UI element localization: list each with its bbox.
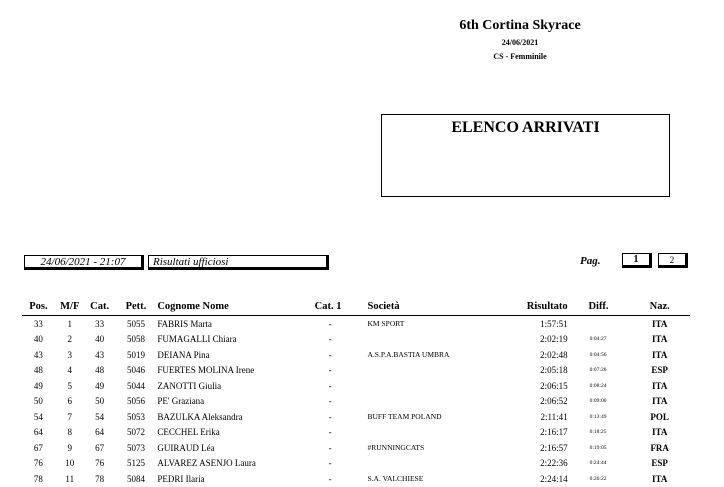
cell-diff: 0:09:00	[589, 398, 607, 405]
cell-cat: 76	[95, 458, 105, 469]
cell-mf: 9	[67, 442, 73, 453]
cell-naz: ESP	[651, 365, 668, 376]
cell-pos: 43	[33, 349, 43, 360]
report-title-box	[381, 114, 670, 197]
cell-pett: 5044	[126, 380, 145, 391]
cell-cat1: -	[328, 365, 332, 376]
cell-cat1: -	[328, 458, 332, 469]
cell-risultato: 2:06:52	[540, 396, 568, 407]
cell-mf: 4	[67, 365, 73, 376]
cell-cat: 33	[95, 318, 105, 329]
cell-name: FUMAGALLI Chiara	[157, 334, 237, 345]
cell-diff: 0:24:44	[589, 460, 607, 467]
cell-societa: S.A. VALCHIESE	[367, 474, 424, 484]
cell-societa: BUFF TEAM POLAND	[367, 412, 442, 422]
table-row	[22, 440, 690, 456]
cell-societa: KM SPORT	[367, 319, 405, 329]
table-header-row	[22, 297, 690, 316]
cell-pett: 5072	[126, 427, 145, 438]
cell-cat1: -	[328, 334, 332, 345]
col-header-mf: M/F	[55, 297, 85, 316]
cell-name: ALVAREZ ASENJO Laura	[157, 458, 256, 469]
cell-pos: 54	[33, 411, 43, 422]
col-header-name: Cognome Nome	[157, 297, 314, 316]
cell-risultato: 2:24:14	[540, 473, 568, 484]
cell-naz: ITA	[652, 427, 668, 438]
cell-societa	[346, 378, 504, 394]
cell-diff: 0:07:26	[589, 367, 607, 374]
table-row	[22, 332, 690, 348]
cell-pos: 33	[33, 318, 43, 329]
cell-diff: 0:04:27	[589, 336, 607, 343]
cell-mf: 10	[65, 458, 75, 469]
cell-risultato: 2:02:48	[540, 349, 568, 360]
cell-cat: 49	[95, 380, 105, 391]
cell-risultato: 2:16:17	[540, 427, 568, 438]
cell-societa	[346, 456, 504, 472]
cell-diff: 0:08:24	[589, 382, 607, 389]
report-title: ELENCO ARRIVATI	[451, 119, 600, 136]
col-header-societa: Società	[346, 297, 504, 316]
cell-mf: 1	[67, 318, 73, 329]
cell-pos: 67	[33, 442, 43, 453]
cell-pett: 5125	[126, 458, 145, 469]
table-row	[22, 316, 690, 332]
cell-risultato: 2:02:19	[540, 334, 568, 345]
cell-societa	[346, 394, 504, 410]
table-row	[22, 394, 690, 410]
cell-cat: 78	[95, 473, 105, 484]
cell-naz: ITA	[652, 396, 668, 407]
event-category: CS - Femminile	[493, 52, 547, 61]
cell-societa	[346, 363, 504, 379]
results-status: Risultati ufficiosi	[148, 255, 329, 270]
cell-cat: 43	[95, 349, 105, 360]
cell-risultato: 1:57:51	[540, 318, 568, 329]
cell-pett: 5053	[126, 411, 145, 422]
cell-pett: 5019	[126, 349, 145, 360]
cell-risultato: 2:05:18	[540, 365, 568, 376]
cell-pett: 5056	[126, 396, 145, 407]
cell-naz: ITA	[652, 318, 668, 329]
cell-name: GUIRAUD Léa	[157, 442, 215, 453]
col-header-pett: Pett.	[115, 297, 158, 316]
cell-pos: 76	[33, 458, 43, 469]
cell-cat: 50	[95, 396, 105, 407]
page-1-button[interactable]: 1	[622, 253, 652, 268]
cell-naz: ITA	[652, 473, 668, 484]
cell-cat: 67	[95, 442, 105, 453]
cell-mf: 3	[67, 349, 73, 360]
cell-diff: 0:04:56	[589, 351, 607, 358]
cell-pos: 40	[33, 334, 43, 345]
event-date: 24/06/2021	[501, 38, 539, 47]
cell-cat: 64	[95, 427, 105, 438]
cell-pett: 5073	[126, 442, 145, 453]
cell-mf: 11	[65, 473, 75, 484]
page-label: Pag.	[580, 255, 601, 267]
cell-pos: 48	[33, 365, 43, 376]
table-row	[22, 347, 690, 363]
cell-cat1: -	[328, 380, 332, 391]
cell-cat1: -	[328, 396, 332, 407]
col-header-pos: Pos.	[22, 297, 55, 316]
cell-pos: 50	[33, 396, 43, 407]
cell-pos: 49	[33, 380, 43, 391]
cell-risultato: 2:16:57	[540, 442, 568, 453]
page-2-button[interactable]: 2	[658, 253, 688, 268]
cell-risultato: 2:06:15	[540, 380, 568, 391]
col-header-cat: Cat.	[85, 297, 115, 316]
cell-societa: A.S.P.A.BASTIA UMBRA	[367, 350, 450, 360]
cell-mf: 8	[67, 427, 73, 438]
print-datetime: 24/06/2021 - 21:07	[24, 255, 144, 270]
table-row	[22, 363, 690, 379]
cell-diff: 0:19:05	[589, 444, 607, 451]
col-header-cat1: Cat. 1	[315, 297, 346, 316]
cell-naz: ITA	[652, 334, 668, 345]
cell-naz: ITA	[652, 349, 668, 360]
col-header-diff: Diff.	[568, 297, 630, 316]
table-row	[22, 378, 690, 394]
cell-name: BAZULKA Aleksandra	[157, 411, 243, 422]
cell-mf: 2	[67, 334, 73, 345]
cell-name: ZANOTTI Giulia	[157, 380, 222, 391]
cell-mf: 7	[67, 411, 73, 422]
cell-cat: 48	[95, 365, 105, 376]
cell-naz: ESP	[651, 458, 668, 469]
cell-cat: 54	[95, 411, 105, 422]
cell-cat: 40	[95, 334, 105, 345]
cell-diff: 0:26:22	[589, 475, 607, 482]
cell-risultato: 2:11:41	[540, 411, 568, 422]
cell-pett: 5055	[126, 318, 145, 329]
cell-diff	[568, 316, 630, 332]
col-header-naz: Naz.	[629, 297, 690, 316]
cell-name: CECCHEL Erika	[157, 427, 220, 438]
cell-cat1: -	[328, 349, 332, 360]
cell-cat1: -	[328, 318, 332, 329]
cell-mf: 6	[67, 396, 73, 407]
cell-name: PE' Graziana	[157, 396, 205, 407]
cell-pett: 5046	[126, 365, 145, 376]
cell-diff: 0:18:25	[589, 429, 607, 436]
cell-mf: 5	[67, 380, 73, 391]
cell-naz: FRA	[650, 442, 669, 453]
col-header-risultato: Risultato	[504, 297, 568, 316]
cell-societa	[346, 425, 504, 441]
cell-societa: #RUNNINGCATS	[367, 443, 425, 453]
cell-diff: 0:13:49	[589, 413, 607, 420]
cell-name: FABRIS Marta	[157, 318, 212, 329]
table-row	[22, 425, 690, 441]
cell-cat1: -	[328, 427, 332, 438]
cell-cat1: -	[328, 442, 332, 453]
cell-risultato: 2:22:36	[540, 458, 568, 469]
cell-naz: POL	[650, 411, 669, 422]
cell-pos: 78	[33, 473, 43, 484]
cell-naz: ITA	[652, 380, 668, 391]
cell-pett: 5084	[126, 473, 145, 484]
table-row	[22, 471, 690, 487]
cell-name: DEIANA Pina	[157, 349, 210, 360]
cell-pos: 64	[33, 427, 43, 438]
event-title: 6th Cortina Skyrace	[459, 18, 581, 33]
cell-name: FUERTES MOLINA Irene	[157, 365, 255, 376]
cell-cat1: -	[328, 411, 332, 422]
results-table	[22, 297, 690, 487]
table-row	[22, 409, 690, 425]
cell-cat1: -	[328, 473, 332, 484]
cell-societa	[346, 332, 504, 348]
cell-name: PEDRI Ilaria	[157, 473, 205, 484]
table-row	[22, 456, 690, 472]
cell-pett: 5058	[126, 334, 145, 345]
